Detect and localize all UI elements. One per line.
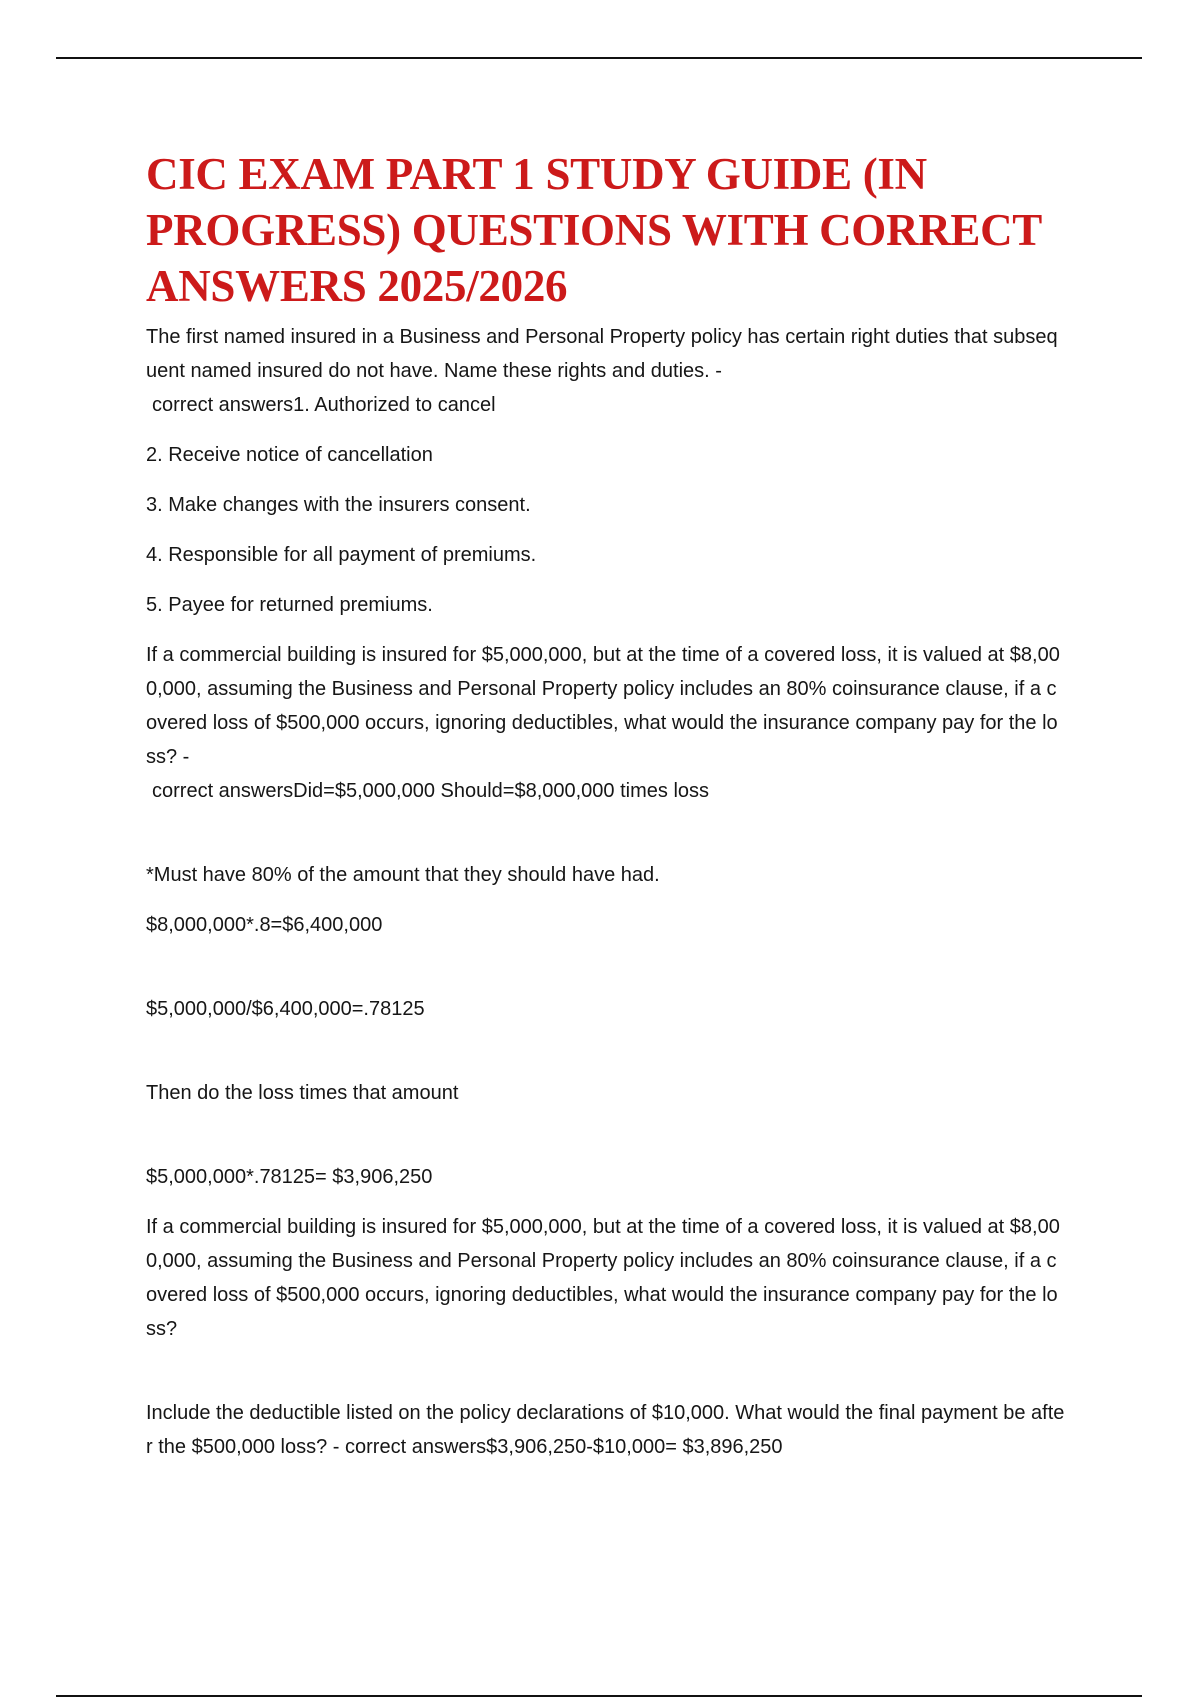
- document-body: [146, 146, 1066, 1480]
- question-3-followup: Include the deductible listed on the policy declarations of $10,000. What would the final payment be after the $500,000 loss? - correct answers$3,906,250-$10,000= $3,896,250: [146, 1402, 1065, 1458]
- calc-step-1: *Must have 80% of the amount that they should have had.: [146, 864, 660, 886]
- answer-item-3: 3. Make changes with the insurers consent.: [146, 494, 531, 516]
- spacer: [146, 1042, 1066, 1076]
- document-title: CIC EXAM PART 1 STUDY GUIDE (IN PROGRESS) QUESTIONS WITH CORRECT ANSWERS 2025/2026: [146, 149, 1042, 311]
- calc-step-3: $5,000,000/$6,400,000=.78125: [146, 998, 425, 1020]
- spacer: [146, 824, 1066, 858]
- answer-item-4: 4. Responsible for all payment of premiums.: [146, 544, 537, 566]
- question-1-answer: correct answers1. Authorized to cancel: [152, 394, 496, 416]
- question-2: [146, 638, 1066, 808]
- question-3: If a commercial building is insured for $5,000,000, but at the time of a covered loss, it is valued at $8,000,000, assuming the Business and Personal Property policy includes an 80% coinsurance clause, if a covered loss of $500,000 occurs, ignoring deductibles, what would the insurance company pay for the loss?: [146, 1216, 1060, 1340]
- question-1: [146, 320, 1066, 422]
- question-2-answer: correct answersDid=$5,000,000 Should=$8,000,000 times loss: [152, 780, 710, 802]
- spacer: [146, 1362, 1066, 1396]
- calc-step-5: $5,000,000*.78125= $3,906,250: [146, 1166, 433, 1188]
- calc-step-2: $8,000,000*.8=$6,400,000: [146, 914, 383, 936]
- answer-item-5: 5. Payee for returned premiums.: [146, 594, 433, 616]
- spacer: [146, 1126, 1066, 1160]
- question-1-text: The first named insured in a Business and Personal Property policy has certain right duties that subsequent named insured do not have. Name these rights and duties. -: [146, 326, 1058, 382]
- footer-rule: [56, 1695, 1142, 1697]
- question-2-text: If a commercial building is insured for $5,000,000, but at the time of a covered loss, it is valued at $8,000,000, assuming the Business and Personal Property policy includes an 80% coinsurance clause, if a covered loss of $500,000 occurs, ignoring deductibles, what would the insurance company pay for the loss? -: [146, 644, 1060, 768]
- answer-item-2: 2. Receive notice of cancellation: [146, 444, 433, 466]
- calc-step-4: Then do the loss times that amount: [146, 1082, 459, 1104]
- spacer: [146, 958, 1066, 992]
- header-rule: [56, 57, 1142, 59]
